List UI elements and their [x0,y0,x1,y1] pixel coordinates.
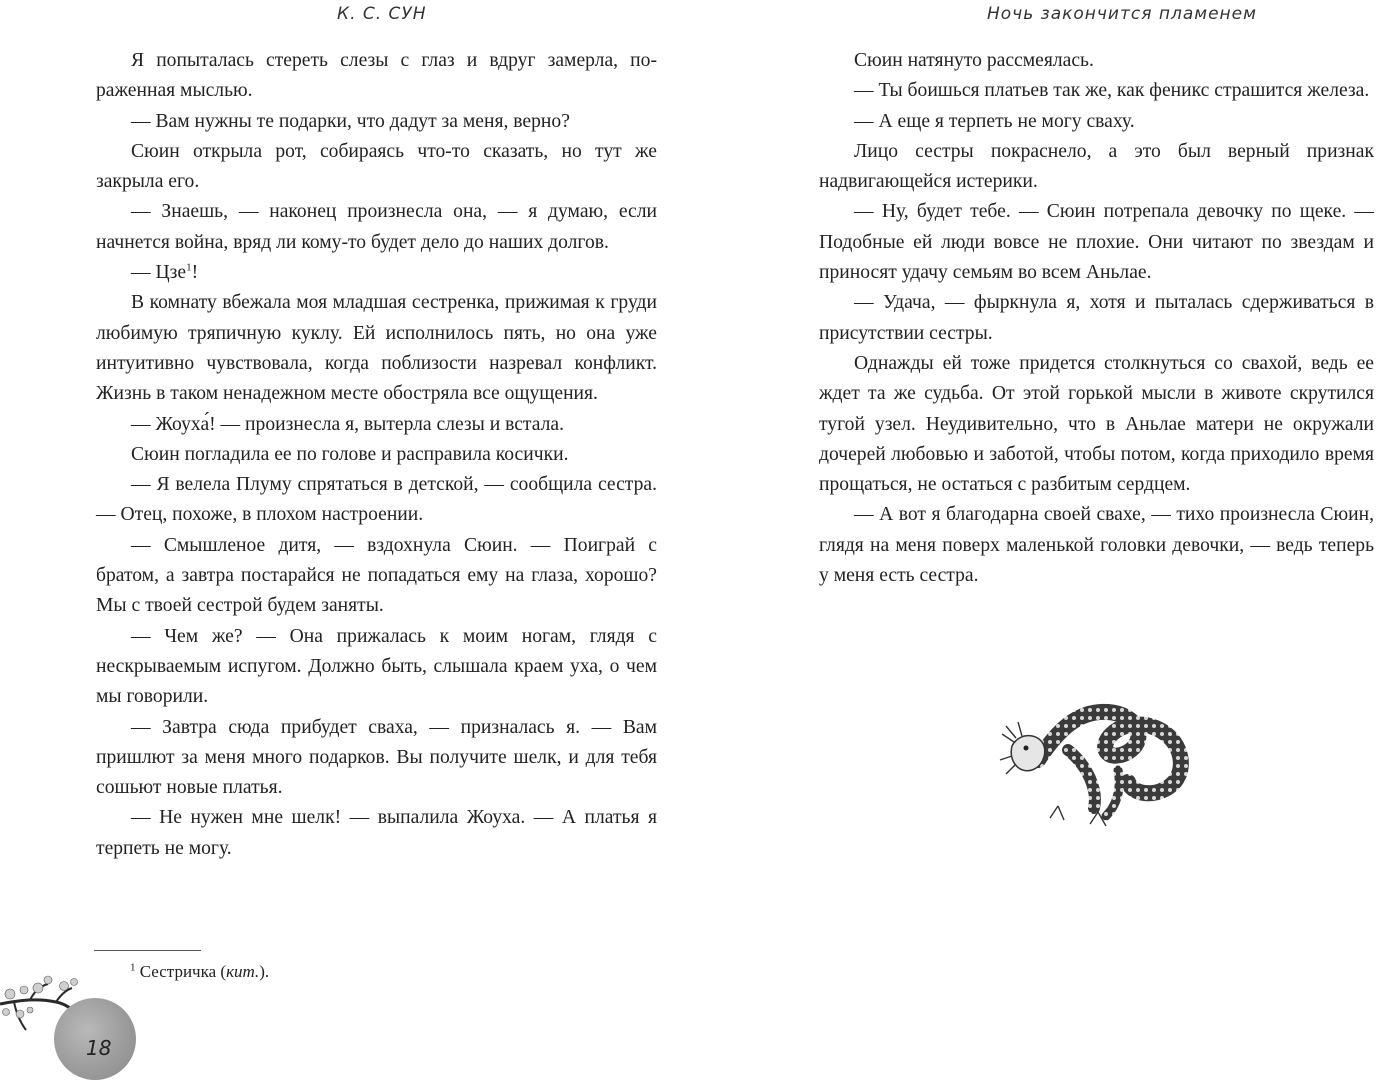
paragraph [96,288,657,409]
page-number: 18 [86,1036,112,1060]
dragon-icon [998,690,1194,830]
paragraph [96,440,657,470]
paragraph-text: — Чем же? — Она прижалась к моим ногам, глядя с нескрываемым испугом. Должно быть, слышала краем уха, о чем мы говорили. [96,625,657,708]
footnote-text-before: Сестричка ( [139,962,227,981]
right-page [692,0,1384,1088]
paragraph [819,76,1374,106]
paragraph-text: — Жоуха́! — произнесла я, вытерла слезы и встала. [131,413,564,435]
paragraph-text: Лицо сестры покраснело, а это был верный признак надвигающейся истерики. [819,140,1374,193]
paragraph-text: — Удача, — фыркнула я, хотя и пыталась сдерживаться в присутствии сестры. [819,292,1374,344]
footnote-text-after: ). [259,962,270,981]
paragraph-text-after: ! [191,262,199,284]
footnote [130,962,269,982]
paragraph [96,470,657,531]
paragraph-text: Сюин погладила ее по голове и расправила косички. [131,443,569,465]
paragraph [96,46,657,107]
paragraph [819,349,1374,500]
footnote-rule [94,950,201,951]
paragraph-text: — Смышленое дитя, — вздохнула Сюин. — Поиграй с братом, а завтра постарайся не попадаться ему на глаза, хорошо? Мы с твоей сестрой будем заняты. [96,534,657,617]
paragraph [819,46,1374,76]
footnote-italic: кит. [226,962,260,981]
paragraph [96,410,657,440]
paragraph-text: Сюин натянуто рассмеялась. [854,50,1094,71]
paragraph-text: — А еще я терпеть не могу сваху. [854,110,1135,132]
paragraph [96,713,657,804]
paragraph [96,531,657,622]
paragraph [96,197,657,258]
paragraph-text: Сюин открыла рот, собираясь что-то сказать, но тут же закрыла его. [96,140,657,193]
paragraph [96,622,657,713]
paragraph [819,137,1374,198]
paragraph [819,107,1374,137]
paragraph-text: — Ну, будет тебе. — Сюин потрепала девочку по щеке. — Подобные ей люди вовсе не плохие. Они читают по звездам и приносят удачу семьям во всем Аньлае. [819,201,1374,284]
paragraph [819,288,1374,349]
right-text-block [819,46,1374,591]
paragraph [96,107,657,137]
paragraph-text: В комнату вбежала моя младшая сестренка, прижимая к груди любимую тряпичную куклу. Ей исполнилось пять, но она уже интуитивно чувствовала, когда поблизости назревал конфликт. Жизнь в таком ненадежном месте обостряла все ощущения. [96,292,657,405]
left-text-block [96,46,657,864]
paragraph [96,258,657,288]
footnote-reference: 1 [186,261,192,274]
paragraph-text: Я попыталась стереть слезы с глаз и вдруг замерла, пораженная мыслью. [96,50,657,102]
running-head-author: К. С. СУН [337,4,427,24]
paragraph [96,137,657,198]
running-head-title: Ночь закончится пламенем [987,4,1257,24]
paragraph-text: — Ты боишься платьев так же, как феникс страшится железа. [854,80,1370,102]
paragraph [96,803,657,864]
paragraph-text: — А вот я благодарна своей свахе, — тихо произнесла Сюин, глядя на меня поверх маленькой головки девочки, — ведь теперь у меня есть сестра. [819,504,1374,587]
paragraph [819,500,1374,591]
paragraph [819,197,1374,288]
paragraph-text: — Завтра сюда прибудет сваха, — призналась я. — Вам пришлют за меня много подарков. Вы получите шелк, и для тебя сошьют новые платья. [96,716,657,799]
paragraph-text: — Не нужен мне шелк! — выпалила Жоуха. — А платья я терпеть не могу. [96,807,657,859]
paragraph-text: — Знаешь, — наконец произнесла она, — я думаю, если начнется война, вряд ли кому-то будет дело до наших долгов. [96,201,657,253]
paragraph-text: — Я велела Плуму спрятаться в детской, — сообщила сестра. — Отец, похоже, в плохом настроении. [96,474,657,526]
paragraph-text: — Вам нужны те подарки, что дадут за меня, верно? [131,110,570,132]
paragraph-text: — Цзе [131,262,187,284]
paragraph-text: Однажды ей тоже придется столкнуться со свахой, ведь ее ждет та же судьба. От этой горькой мысли в животе скрутился тугой узел. Неудивительно, что в Аньлае матери не окружали дочерей любовью и заботой, чтобы потом, когда приходило время прощаться, не остаться с разбитым сердцем. [819,352,1374,496]
footnote-marker: 1 [130,961,136,974]
